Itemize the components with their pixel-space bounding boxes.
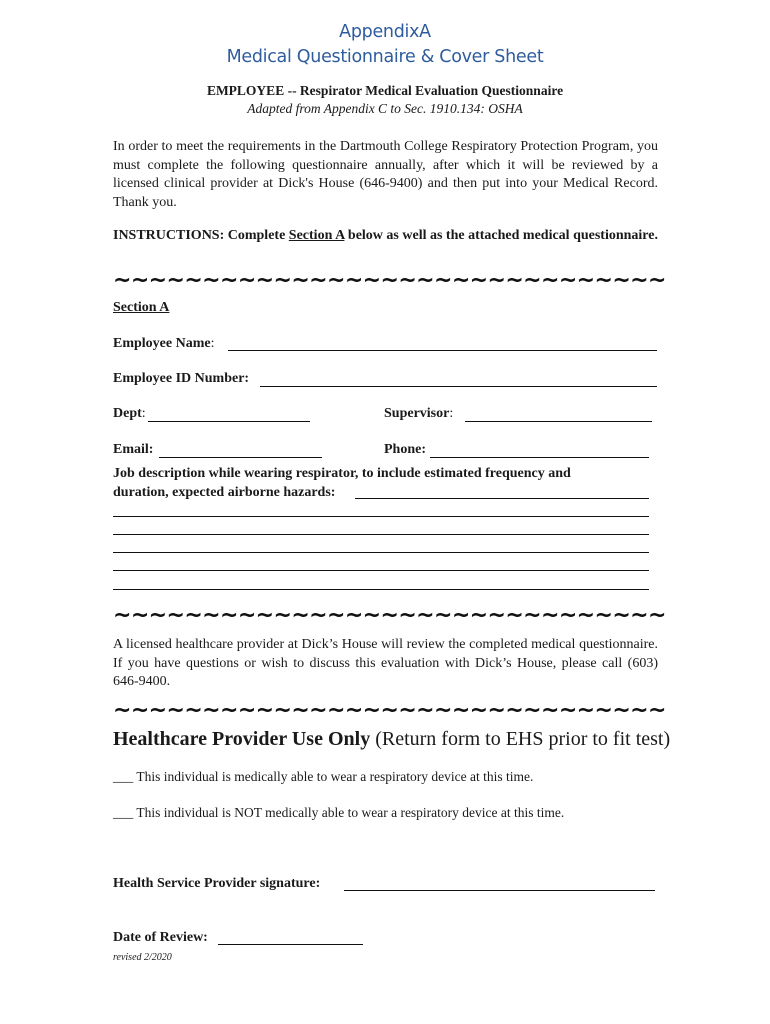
- dept-text: Dept: [113, 406, 142, 421]
- employee-id-field[interactable]: [260, 386, 657, 387]
- phone-label: Phone:: [384, 442, 426, 457]
- able-text: This individual is medically able to wear a respiratory device at this time.: [133, 769, 534, 784]
- date-of-review-label: Date of Review:: [113, 930, 208, 945]
- date-of-review-field[interactable]: [218, 944, 363, 945]
- employee-name-colon: :: [210, 336, 215, 351]
- form-title: Medical Questionnaire & Cover Sheet: [226, 47, 544, 67]
- not-able-option[interactable]: [113, 805, 564, 821]
- able-checkbox-blank[interactable]: ___: [113, 769, 134, 784]
- job-description-label-1: Job description while wearing respirator, to include estimated frequency and: [113, 466, 571, 481]
- supervisor-text: Supervisor: [384, 406, 450, 421]
- job-description-field-1[interactable]: [355, 498, 649, 499]
- job-description-field-3[interactable]: [113, 534, 649, 535]
- job-description-field-4[interactable]: [113, 552, 649, 553]
- job-description-field-6[interactable]: [113, 589, 649, 590]
- review-note: A licensed healthcare provider at Dick’s House will review the completed medical questionnaire. If you have questions or wish to discuss this evaluation with Dick’s House, please call (603) 646-9400.: [113, 637, 658, 689]
- supervisor-colon: :: [449, 406, 454, 421]
- not-able-checkbox-blank[interactable]: ___: [113, 805, 134, 820]
- separator-3: ~~~~~~~~~~~~~~~~~~~~~~~~~~~~~~~: [113, 698, 666, 723]
- email-label: Email:: [113, 442, 154, 457]
- employee-name-label: [113, 336, 214, 352]
- not-able-text: This individual is NOT medically able to wear a respiratory device at this time.: [133, 805, 565, 820]
- provider-title-rest: (Return form to EHS prior to fit test): [370, 728, 671, 750]
- instructions-suffix: below as well as the attached medical questionnaire.: [344, 228, 658, 243]
- supervisor-field[interactable]: [465, 421, 652, 422]
- signature-field[interactable]: [344, 890, 655, 891]
- employee-name-field[interactable]: [228, 350, 657, 351]
- dept-label: [113, 406, 146, 422]
- questionnaire-title: EMPLOYEE -- Respirator Medical Evaluation Questionnaire: [206, 83, 564, 98]
- separator-1: ~~~~~~~~~~~~~~~~~~~~~~~~~~~~~~~: [113, 268, 666, 293]
- job-description-field-2[interactable]: [113, 516, 649, 517]
- employee-id-label: Employee ID Number:: [113, 371, 250, 386]
- able-option[interactable]: [113, 769, 533, 785]
- appendix-title: AppendixA: [339, 22, 431, 42]
- dept-field[interactable]: [148, 421, 310, 422]
- section-a-link: Section A: [288, 228, 345, 243]
- instructions: [113, 227, 658, 246]
- intro-paragraph: In order to meet the requirements in the Dartmouth College Respiratory Protection Program, you must complete the following questionnaire annually, after which it will be reviewed by a licensed clinical provider at Dick's House (646-9400) and then put into your Medical Record. Thank you.: [113, 139, 658, 210]
- phone-field[interactable]: [430, 457, 649, 458]
- section-a-heading: Section A: [113, 300, 170, 315]
- email-field[interactable]: [159, 457, 322, 458]
- job-description-field-5[interactable]: [113, 570, 649, 571]
- provider-title-bold: Healthcare Provider Use Only: [113, 728, 371, 750]
- signature-label: Health Service Provider signature:: [113, 876, 321, 891]
- revised-note: revised 2/2020: [113, 952, 172, 963]
- separator-2: ~~~~~~~~~~~~~~~~~~~~~~~~~~~~~~~: [113, 603, 666, 628]
- supervisor-label: [384, 406, 453, 422]
- dept-colon: :: [141, 406, 146, 421]
- job-description-label-2: duration, expected airborne hazards:: [113, 485, 336, 500]
- instructions-prefix: INSTRUCTIONS: Complete: [113, 228, 289, 243]
- adapted-note: Adapted from Appendix C to Sec. 1910.134: OSHA: [247, 101, 523, 116]
- employee-name-text: Employee Name: [113, 336, 211, 351]
- provider-section-title: [113, 728, 670, 751]
